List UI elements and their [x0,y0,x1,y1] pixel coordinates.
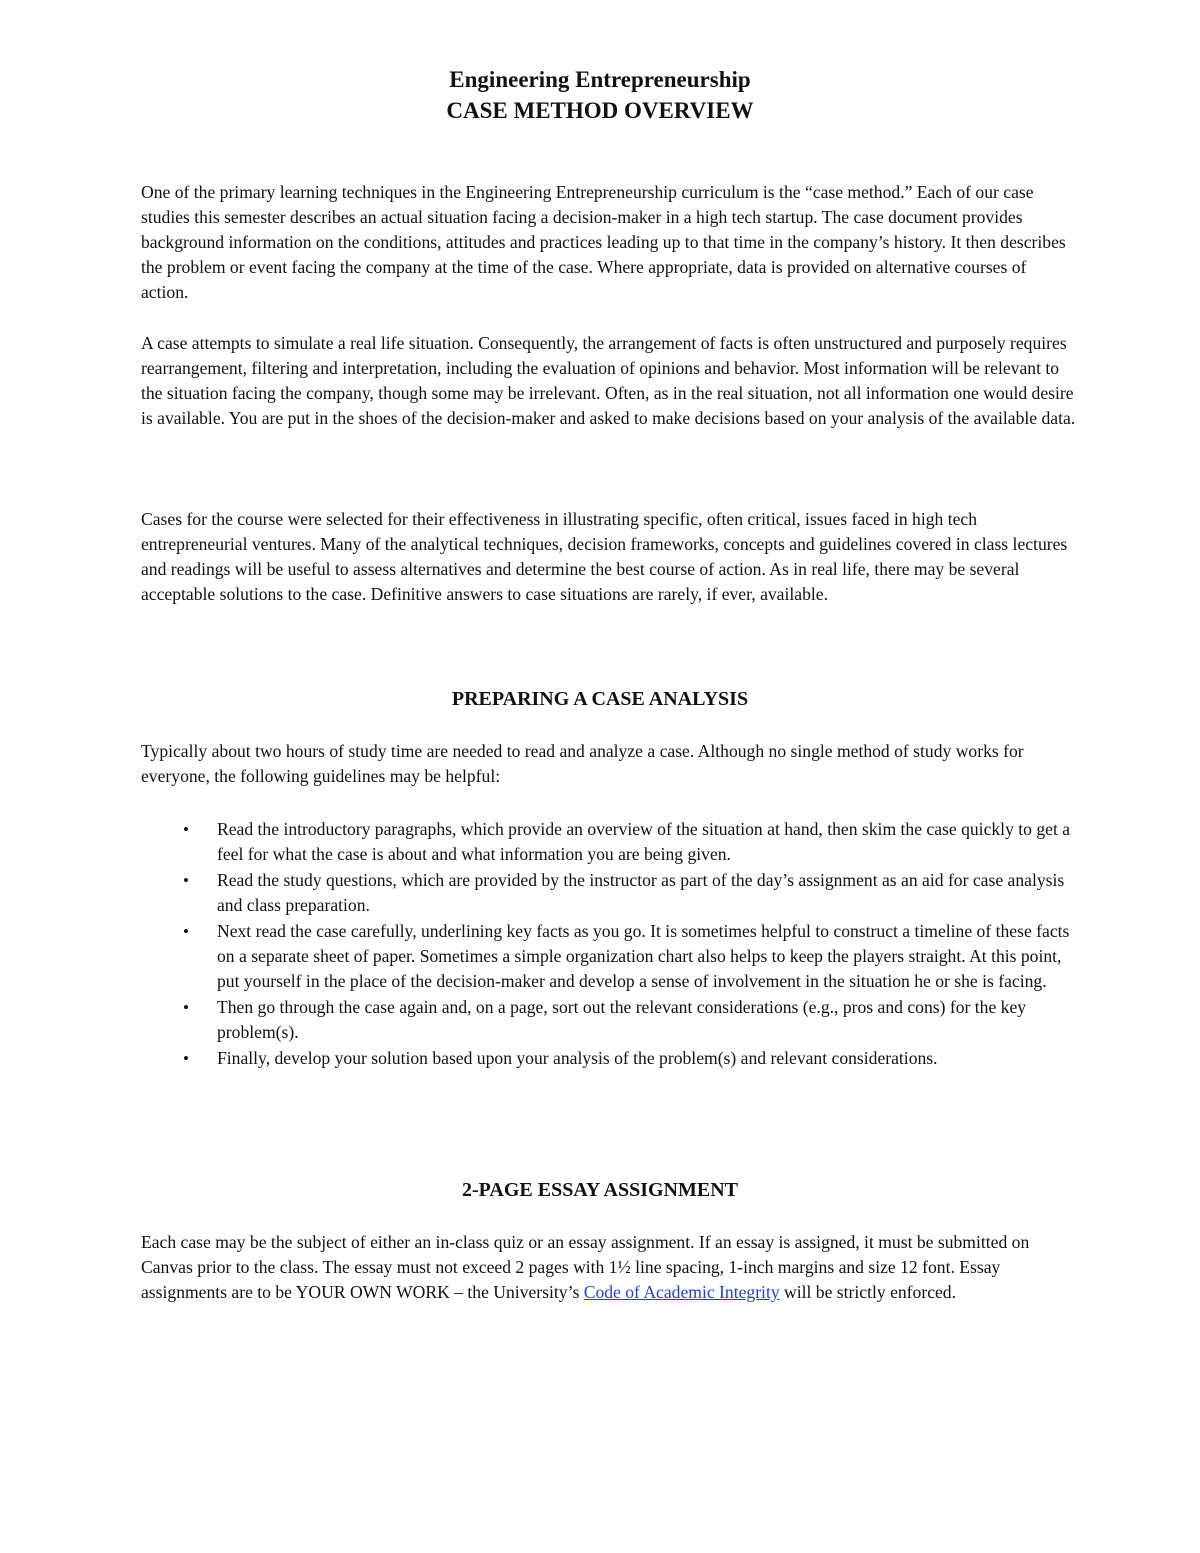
document-title: Engineering Entrepreneurship [449,67,751,92]
bullet-icon: • [183,1049,189,1068]
code-of-academic-integrity-link[interactable]: Code of Academic Integrity [583,1282,780,1302]
guidelines-list [141,817,1076,1072]
list-item-text: Then go through the case again and, on a page, sort out the relevant considerations (e.g., pros and cons) for the key problem(s). [217,997,1027,1042]
list-item-text: Read the study questions, which are provided by the instructor as part of the day’s assignment as an aid for case analysis and class preparation. [217,870,1065,915]
bullet-icon: • [183,922,189,941]
list-item [141,1046,1076,1071]
intro-paragraph-3: Cases for the course were selected for their effectiveness in illustrating specific, often critical, issues faced in high tech entrepreneurial ventures. Many of the analytical techniques, decision frameworks, concepts and guidelines covered in class lectures and readings will be useful to assess alternatives and determine the best course of action. As in real life, there may be several acceptable solutions to the case. Definitive answers to case situations are rarely, if ever, available. [141,509,1068,604]
bullet-icon: • [183,871,189,890]
document-subtitle: CASE METHOD OVERVIEW [446,98,754,123]
intro-paragraph-1: One of the primary learning techniques in the Engineering Entrepreneurship curriculum is the “case method.” Each of our case studies this semester describes an actual situation facing a decision-maker in a high tech startup. The case document provides background information on the conditions, attitudes and practices leading up to that time in the company’s history. It then describes the problem or event facing the company at the time of the case. Where appropriate, data is provided on alternative courses of action. [141,182,1066,302]
essay-paragraph [141,1230,1076,1305]
list-item-text: Finally, develop your solution based upon your analysis of the problem(s) and relevant considerations. [217,1048,938,1068]
essay-text-after-link: will be strictly enforced. [779,1282,957,1302]
list-item [141,817,1076,867]
preparing-heading: PREPARING A CASE ANALYSIS [451,688,749,710]
intro-paragraph-2: A case attempts to simulate a real life situation. Consequently, the arrangement of facts is often unstructured and purposely requires rearrangement, filtering and interpretation, including the evaluation of opinions and behavior. Most information will be relevant to the situation facing the company, though some may be irrelevant. Often, as in the real situation, not all information one would desire is available. You are put in the shoes of the decision-maker and asked to make decisions based on your analysis of the available data. [141,333,1076,428]
list-item [141,919,1076,994]
bullet-icon: • [183,998,189,1017]
list-item-text: Read the introductory paragraphs, which provide an overview of the situation at hand, then skim the case quickly to get a feel for what the case is about and what information you are being given. [217,819,1071,864]
bullet-icon: • [183,820,189,839]
essay-text-before-link: Each case may be the subject of either an in-class quiz or an essay assignment. If an essay is assigned, it must be submitted on Canvas prior to the class. The essay must not exceed 2 pages with 1½ line spacing, 1-inch margins and size 12 font. Essay assignments are to be YOUR OWN WORK – the University’s [141,1232,1030,1302]
list-item [141,868,1076,918]
essay-heading: 2-PAGE ESSAY ASSIGNMENT [462,1179,738,1201]
list-item [141,995,1076,1045]
list-item-text: Next read the case carefully, underlining key facts as you go. It is sometimes helpful to construct a timeline of these facts on a separate sheet of paper. Sometimes a simple organization chart also helps to keep the players straight. At this point, put yourself in the place of the decision-maker and develop a sense of involvement in the situation he or she is facing. [217,921,1070,991]
preparing-intro-paragraph: Typically about two hours of study time are needed to read and analyze a case. Although no single method of study works for everyone, the following guidelines may be helpful: [141,741,1024,786]
